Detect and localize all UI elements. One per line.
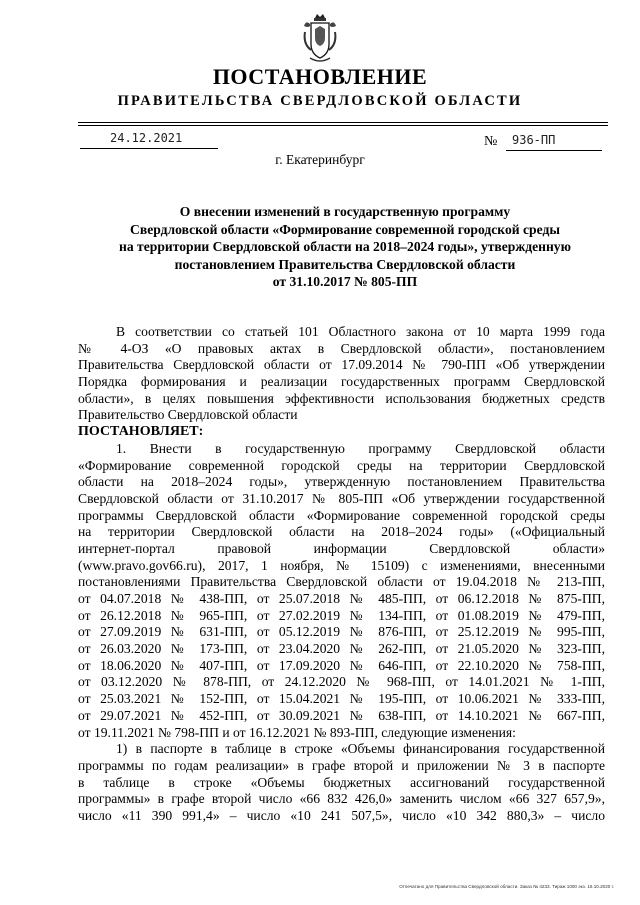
body-line: Свердловской области от 31.10.2017 № 805-ПП «Об утверждении государственной — [78, 490, 605, 506]
body-line: от 27.09.2019 № 631-ПП, от 05.12.2019 № 876-ПП, от 25.12.2019 № 995-ПП, — [78, 624, 605, 640]
header-divider — [78, 125, 608, 126]
date-underline — [80, 148, 218, 149]
body-line: от 29.07.2021 № 452-ПП, от 30.09.2021 № 638-ПП, от 14.10.2021 № 667-ПП, — [78, 707, 605, 723]
coat-of-arms-icon — [302, 14, 338, 64]
body-line: от 18.06.2020 № 407-ПП, от 17.09.2020 № 646-ПП, от 22.10.2020 № 758-ПП, — [78, 657, 605, 673]
body-line: В соответствии со статьей 101 Областного закона от 10 марта 1999 года — [116, 324, 605, 339]
document-date: 24.12.2021 — [110, 131, 183, 145]
title-line: О внесении изменений в государственную программу — [179, 204, 511, 219]
body-line: интернет-портал правовой информации Свердловской области» — [78, 540, 605, 556]
body-line: 1. Внести в государственную программу Свердловской области — [116, 440, 605, 456]
document-number: 936-ПП — [512, 133, 556, 147]
print-footer: Отпечатано для Правительства Свердловской области. Заказ № 4233. Тираж 1000 экз. 16.10.2020 г. — [399, 884, 614, 889]
body-line: от 04.07.2018 № 438-ПП, от 25.07.2018 № 485-ПП, от 06.12.2018 № 875-ПП, — [78, 591, 605, 606]
body-line: от 26.03.2020 № 173-ПП, от 23.04.2020 № 262-ПП, от 21.05.2020 № 323-ПП, — [78, 641, 605, 657]
body-line: Правительство Свердловской области — [78, 407, 298, 423]
header-divider — [78, 122, 608, 123]
body-line: от 25.03.2021 № 152-ПП, от 15.04.2021 № 195-ПП, от 10.06.2021 № 333-ПП, — [78, 691, 605, 707]
title-line: постановлением Правительства Свердловской области — [174, 256, 516, 272]
title-line: на территории Свердловской области на 2018–2024 годы», утвержденную — [119, 239, 571, 254]
body-line: на территории Свердловской области на 2018–2024 годы» («Официальный — [78, 524, 605, 540]
document-title — [80, 203, 610, 291]
document-body — [78, 324, 605, 825]
body-line: (www.pravo.gov66.ru), 2017, 1 ноября, № 15109) с изменениями, внесенными — [78, 557, 605, 573]
body-line: № 4-ОЗ «О правовых актах в Свердловской области», постановлением — [78, 340, 605, 356]
body-line: Порядка формирования и реализации государственных программ Свердловской — [78, 374, 605, 390]
body-line: постановлениями Правительства Свердловской области от 19.04.2018 № 213-ПП, — [78, 574, 605, 590]
body-line: «Формирование современной городской среды на территории Свердловской — [78, 457, 605, 473]
issuing-authority: ПРАВИТЕЛЬСТВА СВЕРДЛОВСКОЙ ОБЛАСТИ — [117, 93, 523, 109]
body-line: программы по годам реализации» в графе второй и приложении № 3 в паспорте — [78, 757, 605, 773]
body-line: программы Свердловской области «Формирование современной городской среды — [78, 507, 605, 523]
resolution-keyword: ПОСТАНОВЛЯЕТ: — [78, 424, 204, 440]
body-line: области», в целях повышения эффективности использования бюджетных средств — [78, 390, 605, 406]
body-line: программы» в графе второй число «66 832 426,0» заменить числом «66 327 657,9», — [78, 791, 605, 807]
body-line: области на 2018–2024 годы», утвержденную постановлением Правительства — [78, 474, 605, 490]
document-type: ПОСТАНОВЛЕНИЕ — [212, 64, 428, 89]
title-line: от 31.10.2017 № 805-ПП — [272, 274, 418, 289]
title-line: Свердловской области «Формирование современной городской среды — [130, 221, 560, 237]
body-line: от 19.11.2021 № 798-ПП и от 16.12.2021 № 893-ПП, следующие изменения: — [78, 724, 516, 740]
number-sign: № — [484, 134, 498, 149]
number-underline — [506, 150, 602, 151]
body-line: в таблице в строке «Объемы бюджетных ассигнований государственной — [78, 774, 605, 790]
body-line: число «11 390 991,4» – число «10 241 507,5», число «10 342 880,3» – число — [78, 807, 605, 823]
body-line: 1) в паспорте в таблице в строке «Объемы финансирования государственной — [116, 741, 605, 757]
body-line: от 26.12.2018 № 965-ПП, от 27.02.2019 № 134-ПП, от 01.08.2019 № 479-ПП, — [78, 607, 605, 623]
city: г. Екатеринбург — [275, 152, 365, 167]
body-line: от 03.12.2020 № 878-ПП, от 24.12.2020 № 968-ПП, от 14.01.2021 № 1-ПП, — [78, 674, 605, 690]
body-line: Правительства Свердловской области от 17.09.2014 № 790-ПП «Об утверждении — [78, 357, 605, 373]
